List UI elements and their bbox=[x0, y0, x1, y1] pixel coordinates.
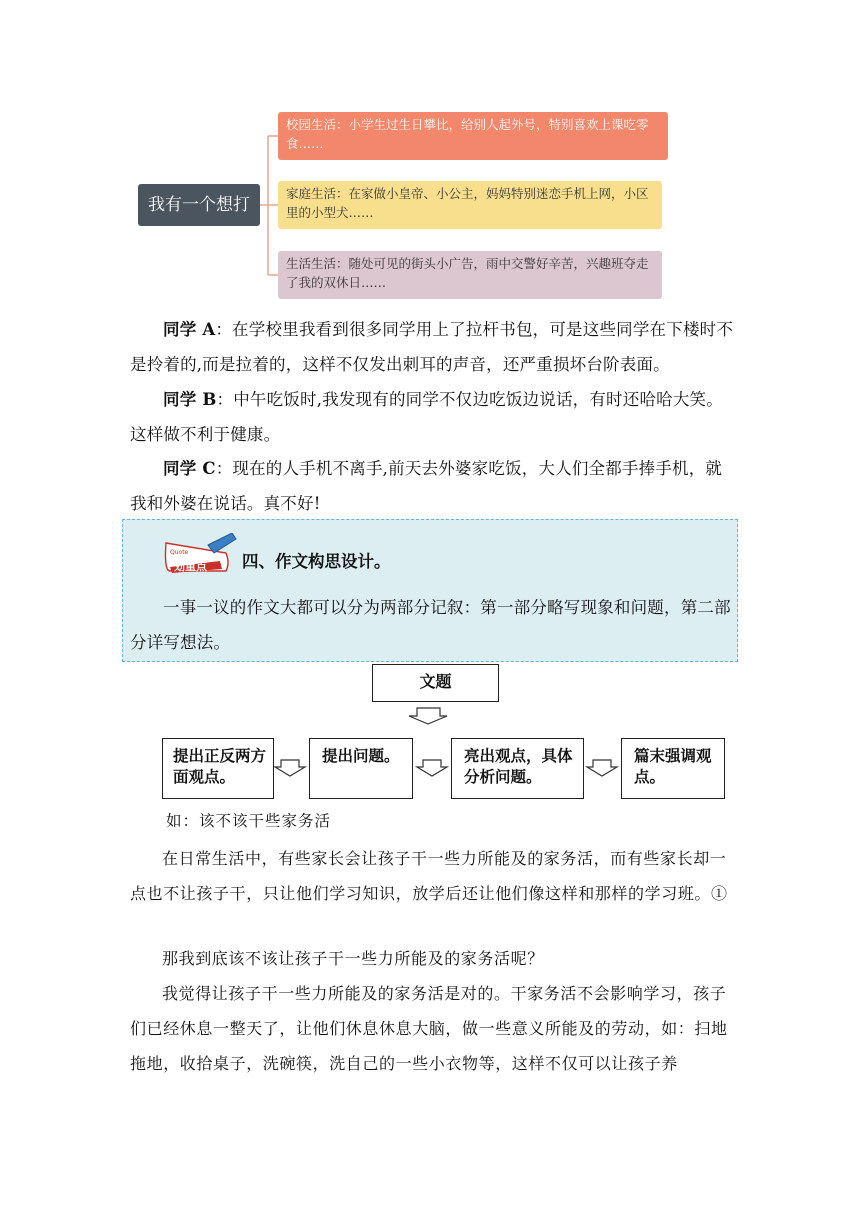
example-paragraph-3: 我觉得让孩子干一些力所能及的家务活是对的。干家务活不会影响学习，孩子们已经休息一整天了，让他们休息休息大脑，做一些意义所能及的劳动，如：扫地拖地，收拾桌子，洗碗筷，洗自己的一些小衣物等，这样不仅可以让孩子养 bbox=[130, 984, 728, 1073]
highlight-heading: 四、作文构思设计。 bbox=[242, 552, 391, 571]
student-c-text: ：现在的人手机不离手,前天去外婆家吃饭，大人们全都手捧手机，就我和外婆在说话。真不好! bbox=[130, 459, 723, 513]
student-b-text: ：中午吃饭时,我发现有的同学不仅边吃饭边说话，有时还哈哈大笑。这样做不利于健康。 bbox=[130, 390, 723, 444]
example-paragraph-2: 那我到底该不该让孩子干一些力所能及的家务活呢？ bbox=[162, 949, 544, 968]
flow-step-2: 提出问题。 bbox=[309, 738, 413, 799]
flow-step-3: 亮出观点，具体分析问题。 bbox=[451, 738, 584, 799]
example-intro: 如：该不该干些家务活 bbox=[166, 812, 332, 830]
mindmap-node-family: 家庭生活：在家做小皇帝、小公主，妈妈特别迷恋手机上网，小区里的小型犬…… bbox=[278, 181, 662, 229]
mindmap-node-life: 生活生活：随处可见的街头小广告，雨中交警好辛苦，兴趣班夺走了我的双休日…… bbox=[278, 251, 662, 299]
flow-step-1: 提出正反两方面观点。 bbox=[162, 738, 274, 799]
student-a-text: ：在学校里我看到很多同学用上了拉杆书包，可是这些同学在下楼时不是拎着的,而是拉着的，这样不仅发出刺耳的声音，还严重损坏台阶表面。 bbox=[130, 320, 734, 374]
flow-title-box: 文题 bbox=[372, 664, 499, 702]
student-b-label: 同学 B bbox=[163, 390, 217, 409]
flow-step-4: 篇末强调观点。 bbox=[621, 738, 725, 799]
mindmap-root: 我有一个想打 bbox=[138, 184, 260, 226]
badge-text: 划重点 bbox=[174, 560, 207, 573]
student-c-label: 同学 C bbox=[163, 459, 216, 478]
example-paragraph-1: 在日常生活中，有些家长会让孩子干一些力所能及的家务活，而有些家长却一点也不让孩子干，只让他们学习知识，放学后还让他们像这样和那样的学习班。① bbox=[130, 849, 728, 903]
mindmap-node-school: 校园生活：小学生过生日攀比，给别人起外号，特别喜欢上课吃零食…… bbox=[278, 112, 668, 160]
student-a-label: 同学 A bbox=[163, 320, 216, 339]
highlight-body: 一事一议的作文大都可以分为两部分记叙：第一部分略写现象和问题，第二部分详写想法。 bbox=[130, 598, 731, 652]
badge-small-text: Quote bbox=[170, 549, 189, 556]
